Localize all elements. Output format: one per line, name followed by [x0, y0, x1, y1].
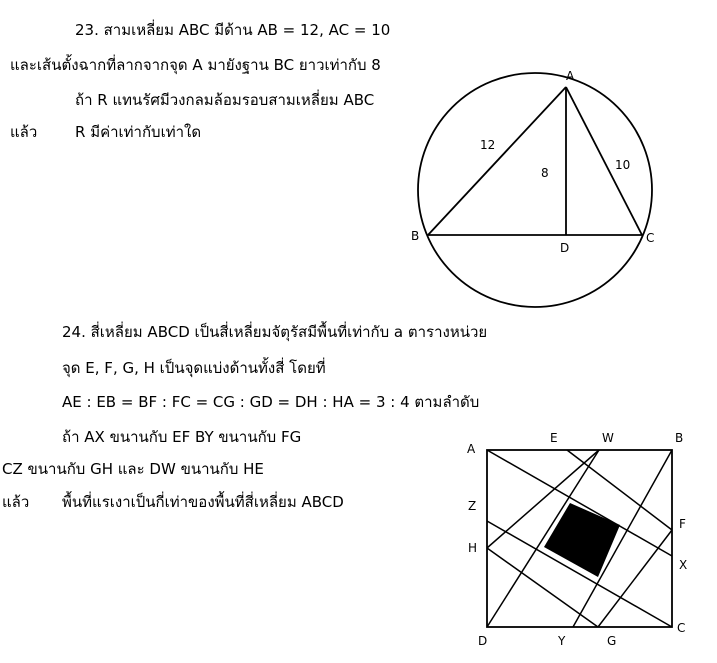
p24-label-d: D — [478, 634, 488, 648]
p24-label-z: Z — [468, 499, 477, 513]
p23-label-ac: 10 — [615, 158, 631, 172]
p24-line5: CZ ขนานกับ GH และ DW ขนานกับ HE — [2, 460, 264, 478]
p24-line6: พื้นที่แรเงาเป็นกี่เท่าของพื้นที่สี่เหลี่ยม ABCD — [62, 493, 344, 511]
p23-label-b: B — [411, 229, 420, 243]
p23-label-c: C — [646, 231, 655, 245]
p24-label-c: C — [677, 621, 686, 635]
p24-label-b: B — [675, 431, 684, 445]
p24-label-x: X — [679, 558, 688, 572]
p23-label-a: A — [566, 69, 575, 83]
p24-label-w: W — [602, 431, 614, 445]
p24-label-e: E — [550, 431, 558, 445]
p23-label-ad: 8 — [541, 166, 549, 180]
p24-line1: 24. สี่เหลี่ยม ABCD เป็นสี่เหลี่ยมจัตุรัสมีพื้นที่เท่ากับ a ตารางหน่วย — [62, 323, 488, 341]
p23-label-ab: 12 — [480, 138, 496, 152]
p24-label-y: Y — [558, 634, 566, 648]
p24-line3: AE : EB = BF : FC = CG : GD = DH : HA = 3 : 4 ตามลำดับ — [62, 393, 480, 411]
p23-line2: และเส้นตั้งฉากที่ลากจากจุด A มายังฐาน BC ยาวเท่ากับ 8 — [10, 56, 381, 74]
p23-line4: R มีค่าเท่ากับเท่าใด — [75, 123, 202, 141]
p23-label-d: D — [560, 241, 570, 255]
p24-label-a: A — [467, 442, 476, 456]
p24-label-f: F — [679, 517, 686, 531]
p23-line4-prefix: แล้ว — [10, 123, 38, 141]
p23-line1: 23. สามเหลี่ยม ABC มีด้าน AB = 12, AC = 10 — [75, 21, 391, 39]
p24-line4: ถ้า AX ขนานกับ EF BY ขนานกับ FG — [62, 428, 302, 446]
p24-line2: จุด E, F, G, H เป็นจุดแบ่งด้านทั้งสี่ โดยที่ — [62, 359, 326, 377]
p24-label-g: G — [607, 634, 617, 648]
p23-line3: ถ้า R แทนรัศมีวงกลมล้อมรอบสามเหลี่ยม ABC — [75, 91, 375, 109]
p24-label-h: H — [468, 541, 478, 555]
shaded-square — [544, 503, 620, 577]
p24-line6-prefix: แล้ว — [2, 493, 30, 511]
